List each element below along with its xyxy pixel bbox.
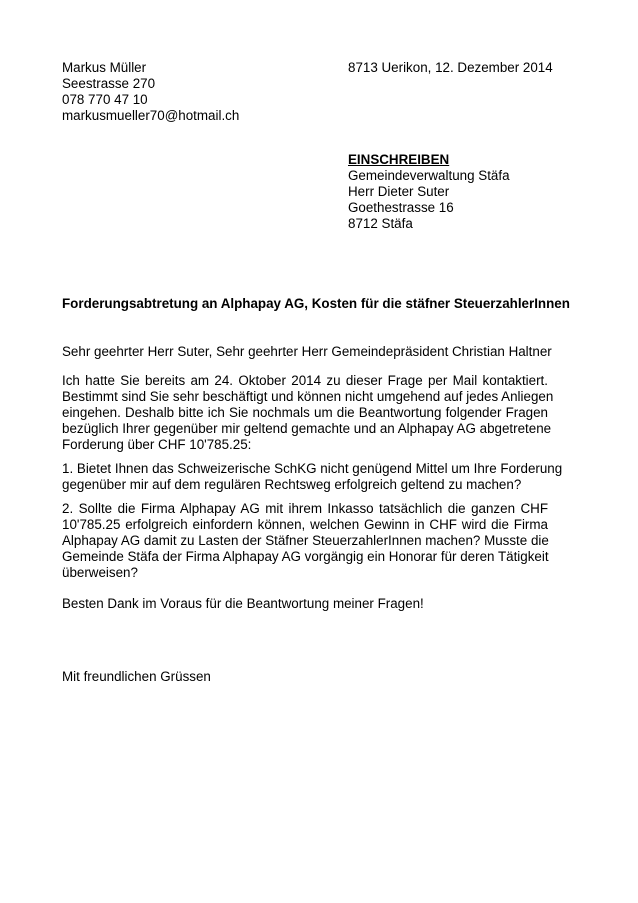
- paragraph-line: Forderung über CHF 10'785.25:: [62, 437, 252, 452]
- sender-street: Seestrasse 270: [62, 76, 156, 91]
- paragraph-line: überweisen?: [62, 565, 138, 580]
- paragraph-line: Bestimmt sind Sie sehr beschäftigt und können nicht umgehend auf jedes Anliegen: [62, 389, 554, 404]
- paragraph-line: 2. Sollte die Firma Alphapay AG mit ihrem Inkasso tatsächlich die ganzen CHF: [62, 501, 548, 516]
- paragraph-line: Gemeinde Stäfa der Firma Alphapay AG vorgängig ein Honorar für deren Tätigkeit: [62, 549, 549, 564]
- closing-greeting: Mit freundlichen Grüssen: [62, 669, 211, 684]
- paragraph-line: 1. Bietet Ihnen das Schweizerische SchKG nicht genügend Mittel um Ihre Forderung: [62, 461, 563, 476]
- registered-mail-label: EINSCHREIBEN: [348, 152, 450, 167]
- sender-email: markusmueller70@hotmail.ch: [62, 108, 240, 123]
- recipient-person: Herr Dieter Suter: [348, 184, 450, 199]
- sender-phone: 078 770 47 10: [62, 92, 148, 107]
- recipient-address-block: [348, 152, 510, 232]
- closing-thanks: Besten Dank im Voraus für die Beantwortung meiner Fragen!: [62, 596, 424, 611]
- paragraph-line: Ich hatte Sie bereits am 24. Oktober 2014 zu dieser Frage per Mail kontaktiert.: [62, 373, 548, 388]
- paragraph-intro: [62, 373, 554, 453]
- letter-page: [62, 60, 570, 890]
- paragraph-line: gegenüber mir auf dem regulären Rechtsweg erfolgreich geltend zu machen?: [62, 477, 522, 492]
- recipient-organization: Gemeindeverwaltung Stäfa: [348, 168, 510, 183]
- sender-name: Markus Müller: [62, 60, 147, 75]
- letter-subject: Forderungsabtretung an Alphapay AG, Kosten für die stäfner SteuerzahlerInnen: [62, 296, 570, 311]
- place-date: 8713 Uerikon, 12. Dezember 2014: [348, 60, 553, 75]
- paragraph-line: Alphapay AG damit zu Lasten der Stäfner SteuerzahlerInnen machen? Musste die: [62, 533, 549, 548]
- salutation: Sehr geehrter Herr Suter, Sehr geehrter Herr Gemeindepräsident Christian Haltner: [62, 344, 552, 359]
- paragraph-line: bezüglich Ihrer gegenüber mir geltend gemachte und an Alphapay AG abgetretene: [62, 421, 552, 436]
- recipient-street: Goethestrasse 16: [348, 200, 454, 215]
- paragraph-question-1: [62, 461, 563, 493]
- paragraph-line: eingehen. Deshalb bitte ich Sie nochmals um die Beantwortung folgender Fragen: [62, 405, 548, 420]
- paragraph-line: 10'785.25 erfolgreich einfordern können, welchen Gewinn in CHF wird die Firma: [62, 517, 548, 532]
- paragraph-question-2: [62, 501, 548, 581]
- recipient-city: 8712 Stäfa: [348, 216, 413, 231]
- sender-address-block: [62, 60, 332, 124]
